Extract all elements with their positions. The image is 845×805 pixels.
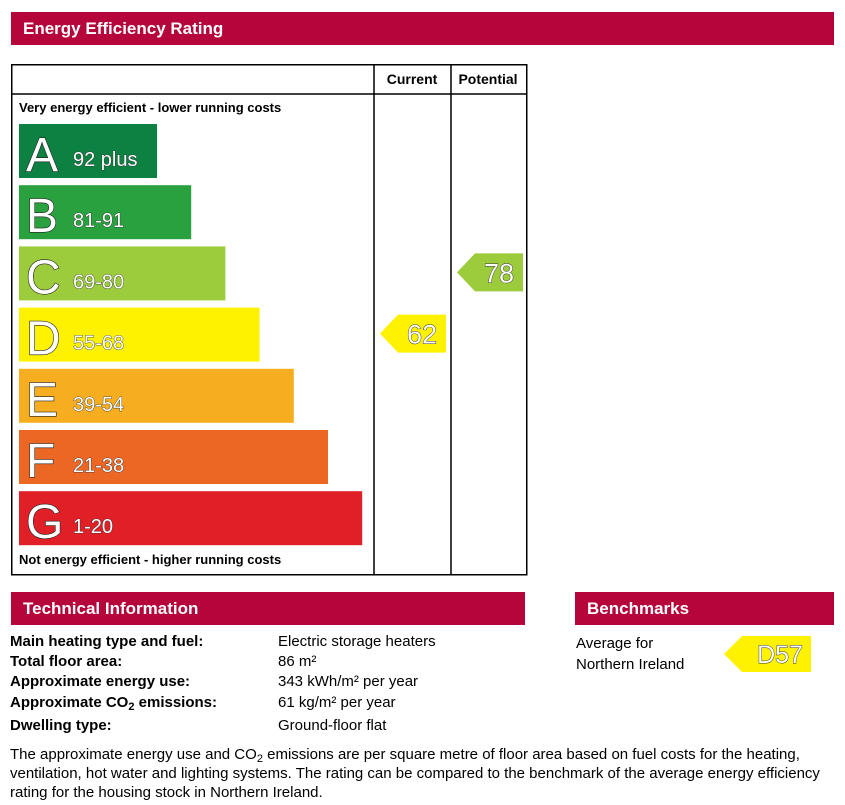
co2-label: Approximate $CO_2$ emissions: <box>10 694 218 713</box>
efficient-note: Very energy efficient - lower running costs <box>19 100 282 115</box>
potential-column-header: Potential <box>458 71 518 87</box>
heating-label: Main heating type and fuel: <box>10 633 204 650</box>
heating-value: Electric storage heaters <box>278 633 436 650</box>
band-c-letter: C <box>26 251 61 305</box>
band-c-range: 69-80 <box>73 271 125 294</box>
band-e-range: 39-54 <box>73 393 125 416</box>
band-e-bar <box>19 369 294 423</box>
band-f-bar <box>19 430 328 484</box>
benchmark-label <box>576 633 684 675</box>
energy-use-value: 343 kWh/m² per year <box>278 673 419 690</box>
band-f-letter: F <box>26 435 56 488</box>
benchmark-line-2: Northern Ireland <box>576 656 685 673</box>
inefficient-note: Not energy efficient - higher running costs <box>19 552 282 567</box>
energy-use-label: Approximate energy use: <box>10 673 191 690</box>
benchmark-line-1: Average for <box>576 635 654 652</box>
co2-value: 61 kg/m² per year <box>278 694 396 711</box>
current-column-header: Current <box>386 71 438 87</box>
band-a-letter: A <box>26 129 59 182</box>
benchmark-value: D57 <box>757 641 803 669</box>
energy-rating-chart <box>11 64 531 579</box>
current-rating-value: 62 <box>406 319 438 350</box>
potential-rating-value: 78 <box>483 258 515 289</box>
dwelling-type-label: Dwelling type: <box>10 717 112 734</box>
floor-area-value: 86 m² <box>278 653 317 670</box>
band-b-letter: B <box>26 190 59 244</box>
band-b-range: 81-91 <box>73 210 125 233</box>
footnote: The approximate energy use and $CO_2$ emissions are per square metre of floor area based on fuel costs for the heating, ventilation, hot water and lighting systems. The rating can be compared to the benchmark of the average energy efficiency rating for the housing stock in Northern Ireland. <box>10 746 820 801</box>
dwelling-type-value: Ground-floor flat <box>278 717 387 734</box>
benchmark-arrow <box>724 634 814 674</box>
energy-rating-title: Energy Efficiency Rating <box>11 12 834 45</box>
floor-area-label: Total floor area: <box>10 653 123 670</box>
band-a-range: 92 plus <box>73 149 138 171</box>
band-d-range: 55-68 <box>73 332 125 355</box>
band-d-letter: D <box>26 312 61 366</box>
band-g-letter: G <box>26 496 64 550</box>
band-f-range: 21-38 <box>73 455 125 477</box>
technical-info-title: Technical Information <box>11 592 525 625</box>
band-e-letter: E <box>26 373 59 427</box>
benchmarks-title: Benchmarks <box>575 592 834 625</box>
band-g-range: 1-20 <box>73 516 114 539</box>
band-g-bar <box>19 491 362 545</box>
